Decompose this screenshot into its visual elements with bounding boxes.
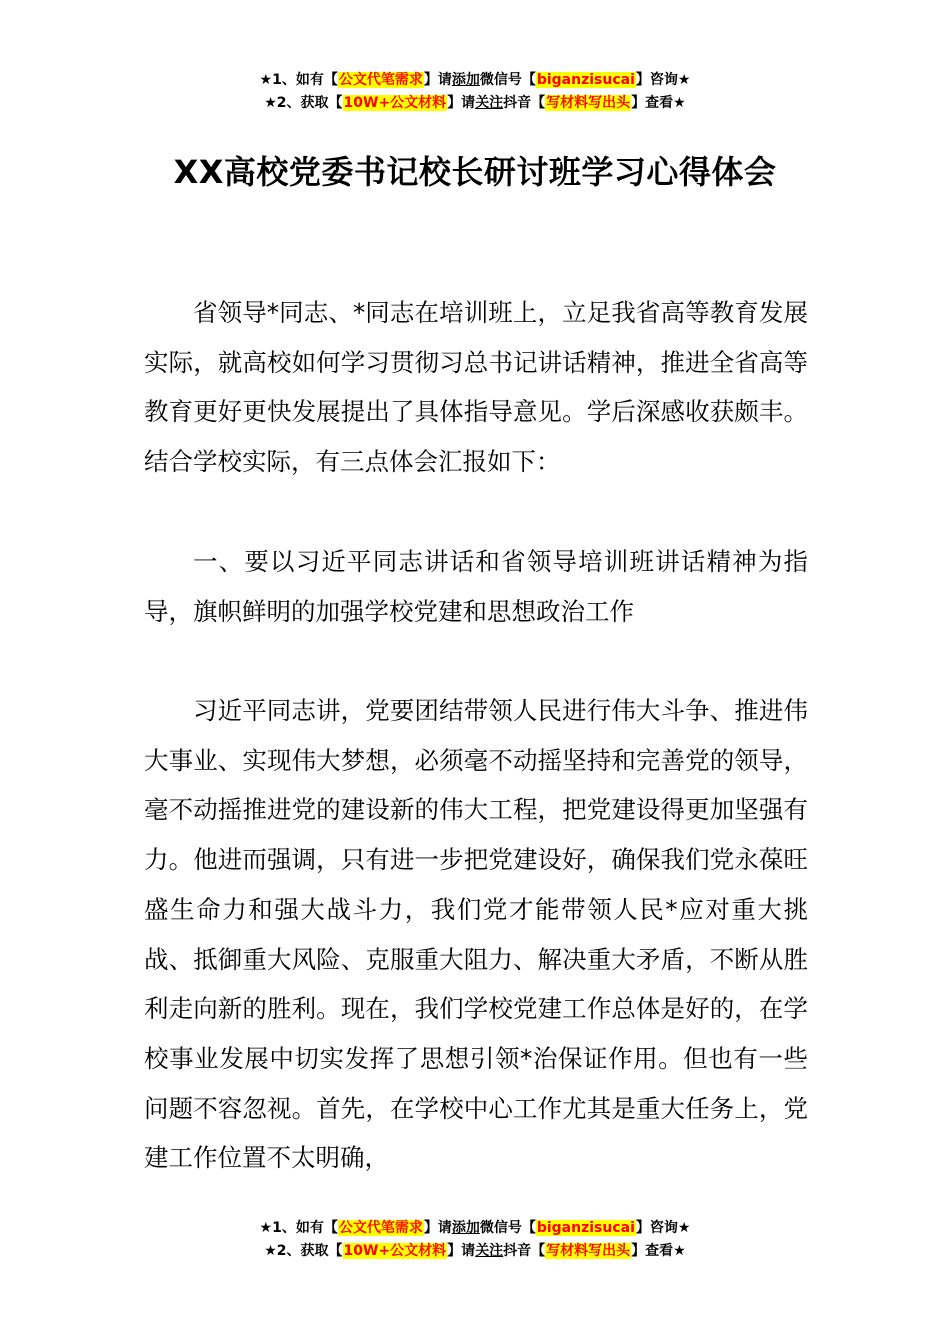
banner-text: 】咨询★ bbox=[635, 72, 691, 88]
banner-text: 】请 bbox=[447, 1243, 476, 1259]
highlight-text: 公文代笔需求 bbox=[338, 1220, 423, 1236]
douyin-id-highlight: 写材料写出头 bbox=[546, 1243, 631, 1259]
banner-text: 】查看★ bbox=[631, 1243, 686, 1259]
banner-text: 】查看★ bbox=[631, 95, 686, 111]
wechat-id-highlight: biganzisucai bbox=[536, 72, 635, 88]
highlight-text: 公文代笔需求 bbox=[338, 72, 423, 88]
banner-text: 】请 bbox=[447, 95, 476, 111]
banner-text: 抖音【 bbox=[503, 95, 546, 111]
highlight-text: 10W+公文材料 bbox=[343, 1243, 447, 1259]
banner-text: 抖音【 bbox=[503, 1243, 546, 1259]
banner-text: 】请 bbox=[423, 72, 452, 88]
paragraph-intro: 省领导*同志、*同志在培训班上，立足我省高等教育发展实际，就高校如何学习贯彻习总书记讲话精神，推进全省高等教育更好更快发展提出了具体指导意见。学后深感收获颇丰。结合学校实际，有三点体会汇报如下： bbox=[144, 298, 808, 477]
wechat-id-highlight: biganzisucai bbox=[536, 1220, 635, 1236]
highlight-text: 10W+公文材料 bbox=[343, 95, 447, 111]
emphasis-text: 添加 bbox=[451, 1220, 480, 1236]
banner-line-1 bbox=[0, 69, 950, 92]
emphasis-text: 添加 bbox=[451, 72, 480, 88]
document-title: XX高校党委书记校长研讨班学习心得体会 bbox=[173, 153, 777, 191]
banner-text: ★1、如有【 bbox=[259, 1220, 338, 1236]
banner-text: 微信号【 bbox=[479, 1220, 536, 1236]
emphasis-text: 关注 bbox=[475, 95, 504, 111]
banner-text: ★2、获取【 bbox=[264, 95, 343, 111]
banner-text: 】咨询★ bbox=[635, 1220, 691, 1236]
banner-text: 】请 bbox=[423, 1220, 452, 1236]
banner-text: ★2、获取【 bbox=[264, 1243, 343, 1259]
banner-text: ★1、如有【 bbox=[259, 72, 338, 88]
emphasis-text: 关注 bbox=[475, 1243, 504, 1259]
banner-line-2 bbox=[0, 1240, 950, 1263]
banner-line-2 bbox=[0, 92, 950, 115]
header-banner bbox=[0, 69, 950, 115]
section-heading-1: 一、要以习近平同志讲话和省领导培训班讲话精神为指导，旗帜鲜明的加强学校党建和思想政治工作 bbox=[144, 547, 808, 626]
douyin-id-highlight: 写材料写出头 bbox=[546, 95, 631, 111]
footer-banner bbox=[0, 1217, 950, 1263]
paragraph-body: 习近平同志讲，党要团结带领人民进行伟大斗争、推进伟大事业、实现伟大梦想，必须毫不动摇坚持和完善党的领导，毫不动摇推进党的建设新的伟大工程，把党建设得更加坚强有力。他进而强调，只有进一步把党建设好，确保我们党永葆旺盛生命力和强大战斗力，我们党才能带领人民*应对重大挑战、抵御重大风险、克服重大阻力、解决重大矛盾，不断从胜利走向新的胜利。现在，我们学校党建工作总体是好的，在学校事业发展中切实发挥了思想引领*治保证作用。但也有一些问题不容忽视。首先，在学校中心工作尤其是重大任务上，党建工作位置不太明确， bbox=[144, 696, 808, 1173]
banner-line-1 bbox=[0, 1217, 950, 1240]
banner-text: 微信号【 bbox=[479, 72, 536, 88]
